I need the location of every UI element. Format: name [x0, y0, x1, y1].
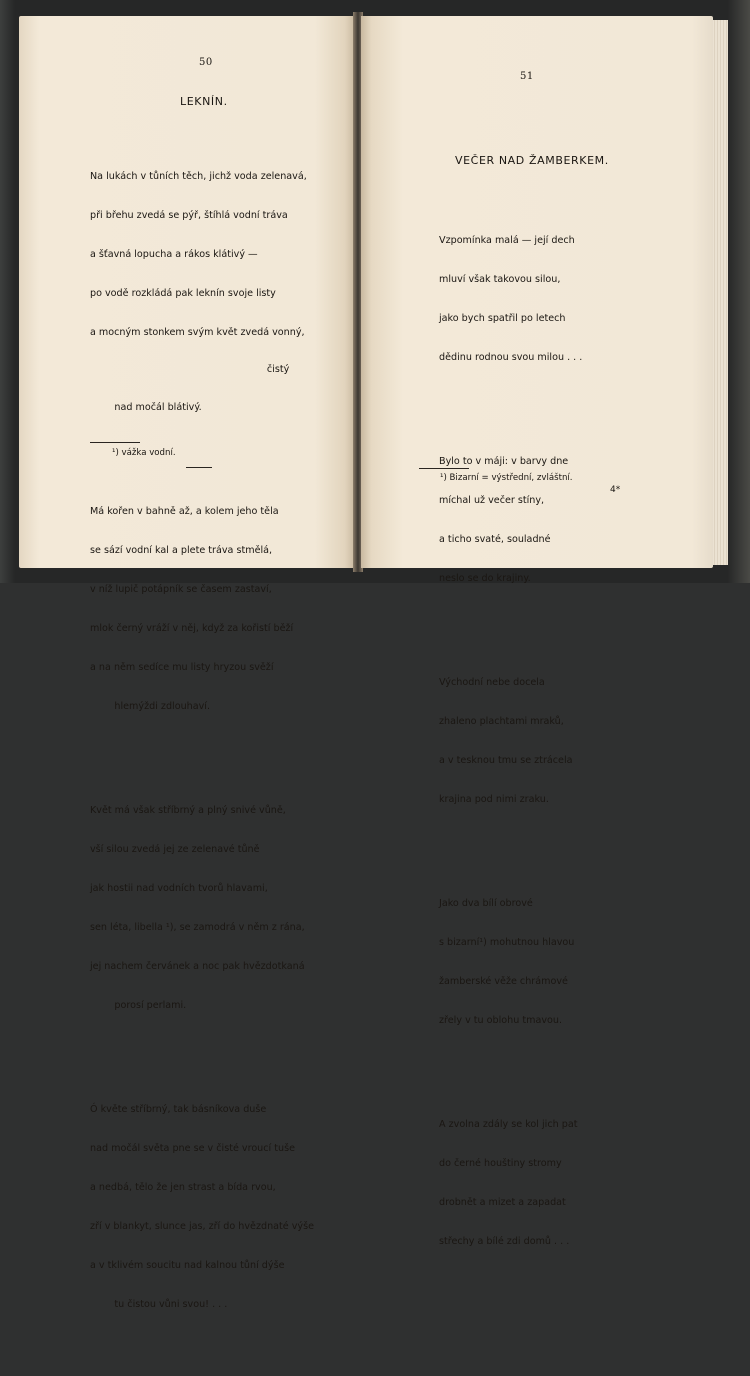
stanza [439, 429, 582, 611]
verse-line: v níž lupič potápník se časem zastaví, [90, 584, 272, 595]
verse-line: zhaleno plachtami mraků, [439, 716, 564, 727]
verse-line: míchal už večer stíny, [439, 495, 545, 506]
verse-line: a nedbá, tělo že jen strast a bída rvou, [90, 1182, 276, 1193]
verse-line: se sází vodní kal a plete tráva stmělá, [90, 545, 273, 556]
signature-mark: 4* [610, 485, 621, 495]
verse-line: s bizarní¹) mohutnou hlavou [439, 937, 575, 948]
verse-line: Bylo to v máji: v barvy dne [439, 456, 569, 467]
verse-line: a na něm sedíce mu listy hryzou svěží [90, 662, 274, 673]
end-rule [186, 467, 212, 468]
verse-line: jej nachem červánek a noc pak hvězdotkaná [90, 961, 305, 972]
verse-line: zří v blankyt, slunce jas, zří do hvězdnaté výše [90, 1221, 315, 1232]
left-page [19, 16, 355, 1310]
stanza [439, 650, 582, 832]
page-number-right: 51 [520, 71, 534, 82]
verse-line: krajina pod nimi zraku. [439, 794, 549, 805]
verse-line: tu čistou vůni svou! . . . [90, 1299, 228, 1310]
right-page [361, 16, 713, 1247]
verse-line: porosí perlami. [90, 1000, 187, 1011]
verse-line: a v tklivém soucitu nad kalnou tůní dýše [90, 1260, 285, 1271]
stanza [90, 1077, 314, 1337]
footnote-rule [90, 442, 140, 443]
verse-line: Má kořen v bahně až, a kolem jeho těla [90, 506, 279, 517]
footnote-rule [419, 468, 469, 469]
page-edges [712, 20, 728, 565]
verse-line: neslo se do krajiny. [439, 573, 531, 584]
stanza [439, 1092, 582, 1274]
footnote-right: ¹) Bizarní = výstřední, zvláštní. [440, 473, 573, 483]
stanza [439, 208, 582, 390]
poem-title-vecer: VEČER NAD ŽAMBERKEM. [455, 154, 609, 167]
verse-line: drobnět a mizet a zapadat [439, 1197, 566, 1208]
verse-line: a ticho svaté, souladné [439, 534, 551, 545]
verse-line: čistý [90, 364, 290, 375]
verse-line: po vodě rozkládá pak leknín svoje listy [90, 288, 276, 299]
verse-line: Na lukách v tůních těch, jichž voda zelenavá, [90, 171, 307, 182]
poem-vecer-nad-zamberkem [439, 182, 582, 1313]
verse-line: nad močál blátivý. [90, 402, 202, 413]
footnote-left: ¹) vážka vodní. [112, 448, 176, 458]
stanza [90, 144, 314, 440]
stanza [90, 778, 314, 1038]
verse-line: a šťavná lopucha a rákos klátivý — [90, 249, 258, 260]
verse-line: Vzpomínka malá — její dech [439, 235, 575, 246]
verse-line: do černé houštiny stromy [439, 1158, 562, 1169]
poem-leknin [90, 118, 314, 1376]
verse-line: jak hostii nad vodních tvorů hlavami, [90, 883, 268, 894]
verse-line: A zvolna zdály se kol jich pat [439, 1119, 578, 1130]
verse-line: nad močál světa pne se v čisté vroucí tuše [90, 1143, 295, 1154]
verse-line: a v tesknou tmu se ztrácela [439, 755, 573, 766]
stanza [439, 871, 582, 1053]
verse-line: hlemýždi zdlouhaví. [90, 701, 211, 712]
verse-line: Květ má však stříbrný a plný snivé vůně, [90, 805, 286, 816]
verse-line: vší silou zvedá jej ze zelenavé tůně [90, 844, 260, 855]
verse-line: Jako dva bílí obrové [439, 898, 533, 909]
verse-line: zřely v tu oblohu tmavou. [439, 1015, 563, 1026]
verse-line: mluví však takovou silou, [439, 274, 561, 285]
poem-title-leknin: LEKNÍN. [180, 95, 228, 108]
verse-line: Ó květe stříbrný, tak básníkova duše [90, 1104, 267, 1115]
stanza [90, 479, 314, 739]
verse-line: mlok černý vráží v něj, když za kořistí běží [90, 623, 294, 634]
verse-line: při břehu zvedá se pýř, štíhlá vodní tráva [90, 210, 288, 221]
verse-line: střechy a bílé zdi domů . . . [439, 1236, 570, 1247]
verse-line: Východní nebe docela [439, 677, 545, 688]
page-number-left: 50 [199, 57, 213, 68]
verse-line: dědinu rodnou svou milou . . . [439, 352, 583, 363]
verse-line: sen léta, libella ¹), se zamodrá v něm z rána, [90, 922, 305, 933]
verse-line: a mocným stonkem svým květ zvedá vonný, [90, 327, 305, 338]
verse-line: jako bych spatřil po letech [439, 313, 566, 324]
verse-line: žamberské věže chrámové [439, 976, 568, 987]
